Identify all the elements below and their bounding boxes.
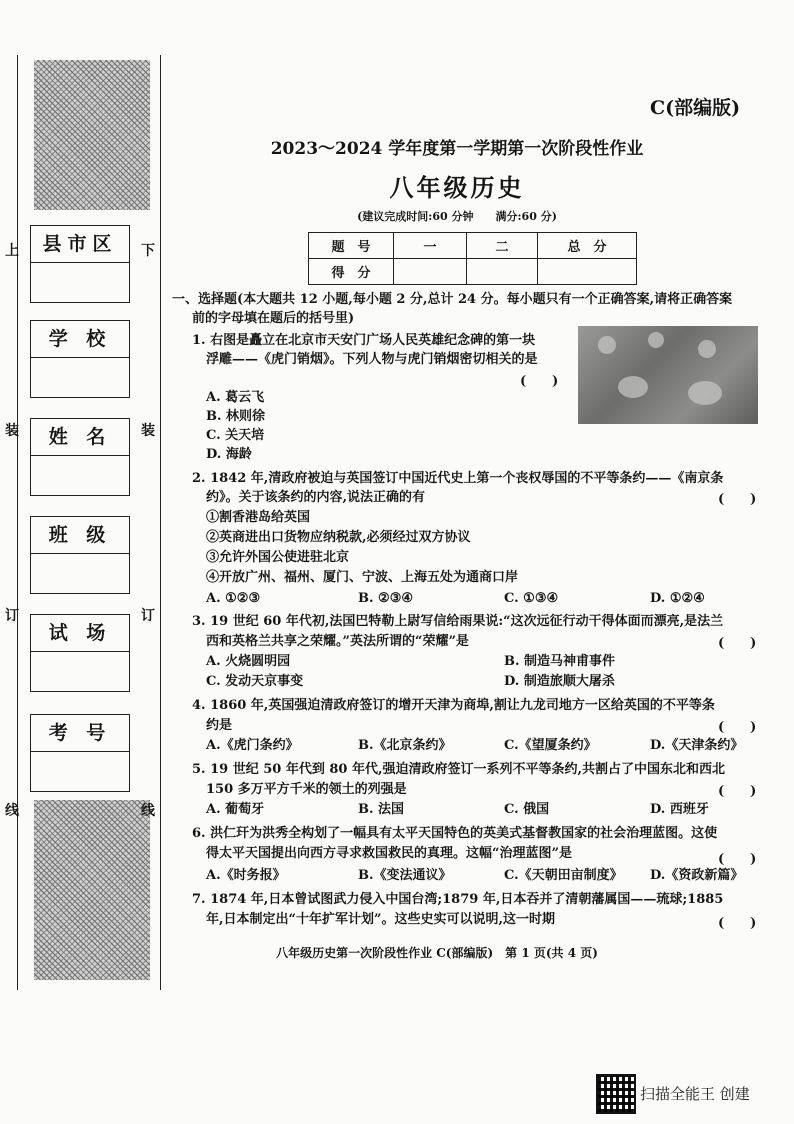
section1-line1: 一、选择题(本大题共 12 小题,每小题 2 分,总计 24 分。每小题只有一个正确答案,请将正确答案 [172, 292, 733, 307]
side-char-right-4: 线 [141, 803, 155, 819]
score-cell-total[interactable] [538, 259, 637, 285]
q1-answer-paren[interactable]: ( ) [520, 374, 559, 389]
q7-line2: 年,日本制定出“十年扩军计划”。这些史实可以说明,这一时期 [206, 912, 556, 927]
side-char-left-3: 订 [5, 608, 19, 624]
side-char-left-1: 上 [5, 243, 19, 259]
q6-line2: 得太平天国提出向西方寻求救国救民的真理。这幅“治理蓝图”是 [206, 846, 572, 861]
q2-option-c: C. ①③④ [504, 591, 559, 606]
q7-answer-paren[interactable]: ( ) [718, 916, 757, 931]
q4-option-d: D.《天津条约》 [650, 738, 744, 753]
q2-item-1: ①割香港岛给英国 [206, 510, 311, 525]
field-school[interactable] [30, 320, 130, 398]
page-footer: 八年级历史第一次阶段性作业 C(部编版) 第 1 页(共 4 页) [276, 946, 598, 960]
field-county[interactable] [30, 225, 130, 303]
q5-line2: 150 多万平方千米的领土的列强是 [206, 782, 407, 797]
field-exam-room[interactable] [30, 614, 130, 692]
side-char-left-4: 线 [5, 803, 19, 819]
q2-item-3: ③允许外国公使进驻北京 [206, 550, 350, 565]
q1-option-a: A. 葛云飞 [206, 390, 265, 405]
q5-option-c: C. 俄国 [504, 802, 550, 817]
q6-option-b: B.《变法通议》 [358, 868, 452, 883]
q2-item-2: ②英商进出口货物应纳税款,必须经过双方协议 [206, 530, 471, 545]
score-table [308, 232, 637, 285]
q6-answer-paren[interactable]: ( ) [718, 852, 757, 867]
score-cell-1[interactable] [394, 259, 467, 285]
score-header-total: 总 分 [538, 233, 637, 259]
q4-option-b: B.《北京条约》 [358, 738, 452, 753]
side-char-left-2: 装 [5, 423, 19, 439]
q2-answer-paren[interactable]: ( ) [718, 492, 757, 507]
relief-photo [578, 326, 758, 424]
q1-option-b: B. 林则徐 [206, 409, 266, 424]
q5-option-d: D. 西班牙 [650, 802, 709, 817]
score-header-question: 题 号 [309, 233, 394, 259]
q6-option-d: D.《资政新篇》 [650, 868, 744, 883]
q3-option-c: C. 发动天京事变 [206, 674, 304, 689]
q6-line1: 6. 洪仁玕为洪秀全构划了一幅具有太平天国特色的英美式基督教国家的社会治理蓝图。这使 [192, 826, 718, 841]
q5-option-a: A. 葡萄牙 [206, 802, 265, 817]
field-class[interactable] [30, 516, 130, 594]
exam-title: 2023～2024 学年度第一学期第一次阶段性作业 [270, 139, 644, 159]
field-exam-room-label: 试 场 [31, 615, 129, 652]
field-exam-number-label: 考 号 [31, 715, 129, 752]
q5-line1: 5. 19 世纪 50 年代到 80 年代,强迫清政府签订一系列不平等条约,共割占了中国东北和西北 [192, 762, 726, 777]
q4-option-c: C.《望厦条约》 [504, 738, 597, 753]
field-name-label: 姓 名 [31, 419, 129, 456]
qr-code-icon [596, 1074, 636, 1114]
score-header-2: 二 [467, 233, 538, 259]
score-header-1: 一 [394, 233, 467, 259]
score-row-label: 得 分 [309, 259, 394, 285]
edition-label: C(部编版) [650, 97, 741, 119]
q1-line1: 1. 右图是矗立在北京市天安门广场人民英雄纪念碑的第一块 [192, 333, 536, 348]
q2-line2: 约》。关于该条约的内容,说法正确的有 [206, 490, 426, 505]
q3-option-d: D. 制造旅顺大屠杀 [504, 674, 615, 689]
field-name[interactable] [30, 418, 130, 496]
q3-line2: 西和英格兰共享之荣耀。”英法所谓的“荣耀”是 [206, 634, 469, 649]
q4-line1: 4. 1860 年,英国强迫清政府签订的增开天津为商埠,割让九龙司地方一区给英国的不平等条 [192, 698, 715, 713]
field-county-label: 县市区 [31, 226, 129, 263]
field-exam-number[interactable] [30, 714, 130, 792]
q1-option-c: C. 关天培 [206, 428, 265, 443]
q4-option-a: A.《虎门条约》 [206, 738, 299, 753]
time-note: (建议完成时间:60 分钟 满分:60 分) [357, 210, 557, 223]
side-char-right-3: 订 [141, 608, 155, 624]
q4-answer-paren[interactable]: ( ) [718, 720, 757, 735]
field-school-label: 学 校 [31, 321, 129, 358]
q1-line2: 浮雕——《虎门销烟》。下列人物与虎门销烟密切相关的是 [206, 352, 538, 367]
scanner-watermark: 扫描全能王 创建 [640, 1085, 750, 1103]
side-char-right-2: 装 [141, 423, 155, 439]
side-char-right-1: 下 [141, 243, 155, 259]
q6-option-a: A.《时务报》 [206, 868, 286, 883]
q3-line1: 3. 19 世纪 60 年代初,法国巴特勒上尉写信给雨果说:“这次远征行动干得体面而漂亮,是法兰 [192, 614, 724, 629]
field-class-label: 班 级 [31, 517, 129, 554]
subject-title: 八年级历史 [389, 173, 525, 202]
q5-answer-paren[interactable]: ( ) [718, 784, 757, 799]
q3-option-a: A. 火烧圆明园 [206, 654, 291, 669]
q2-item-4: ④开放广州、福州、厦门、宁波、上海五处为通商口岸 [206, 570, 519, 585]
q2-option-a: A. ①②③ [206, 591, 261, 606]
section1-line2: 前的字母填在题后的括号里) [192, 311, 355, 326]
q3-answer-paren[interactable]: ( ) [718, 636, 757, 651]
score-cell-2[interactable] [467, 259, 538, 285]
q4-line2: 约是 [206, 718, 233, 733]
q6-option-c: C.《天朝田亩制度》 [504, 868, 623, 883]
q7-line1: 7. 1874 年,日本曾试图武力侵入中国台湾;1879 年,日本吞并了清朝藩属国——琉球;1885 [192, 892, 724, 907]
q2-option-b: B. ②③④ [358, 591, 414, 606]
q2-option-d: D. ①②④ [650, 591, 705, 606]
q5-option-b: B. 法国 [358, 802, 405, 817]
q1-option-d: D. 海龄 [206, 447, 252, 462]
q2-line1: 2. 1842 年,清政府被迫与英国签订中国近代史上第一个丧权辱国的不平等条约——《南京条 [192, 471, 724, 486]
q3-option-b: B. 制造马神甫事件 [504, 654, 616, 669]
